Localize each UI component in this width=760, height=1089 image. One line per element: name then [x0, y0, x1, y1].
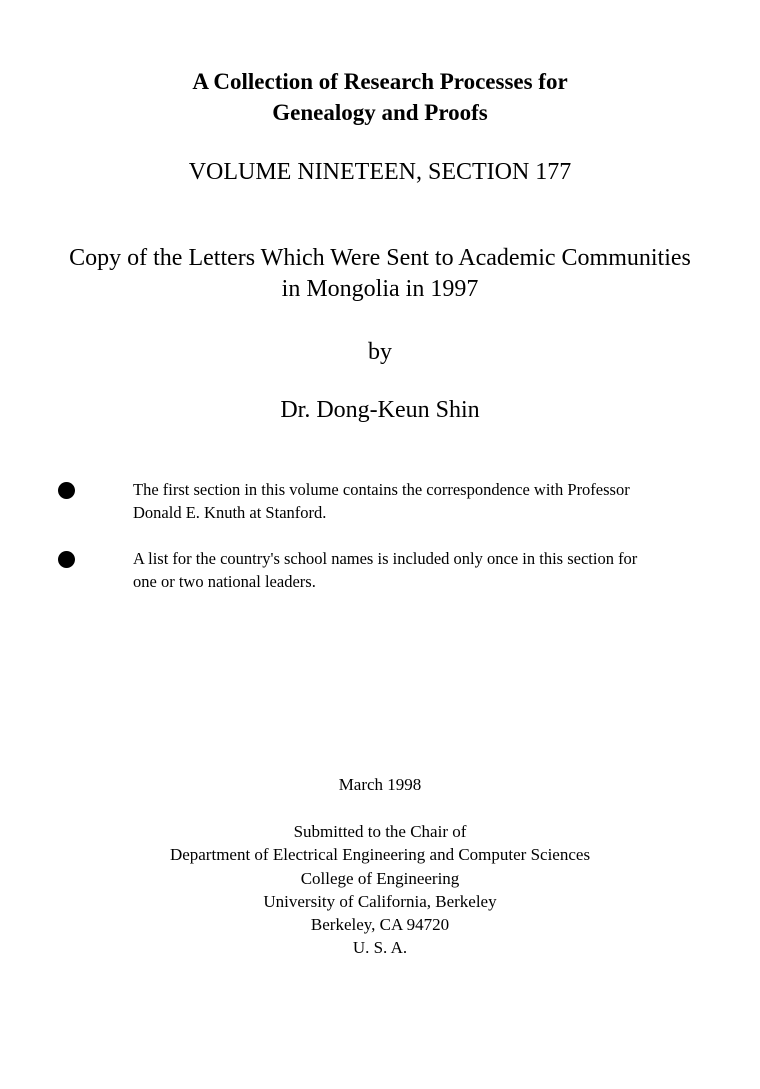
bullet-2-line-2: one or two national leaders.: [133, 572, 316, 591]
submission-line-2: Department of Electrical Engineering and Computer Sciences: [169, 845, 591, 865]
bullet-text-2: [133, 547, 713, 593]
by-label: by: [368, 339, 392, 365]
submission-line-5: Berkeley, CA 94720: [310, 915, 450, 935]
submission-line-3: College of Engineering: [300, 868, 460, 888]
author-name: Dr. Dong-Keun Shin: [280, 397, 480, 423]
bullet-2-line-1: A list for the country's school names is included only once in this section for: [133, 549, 638, 568]
submission-line-1: Submitted to the Chair of: [293, 822, 467, 841]
submission-line-4: University of California, Berkeley: [263, 891, 497, 911]
bullet-dot-icon: [58, 482, 75, 499]
bullet-1-line-2: Donald E. Knuth at Stanford.: [133, 503, 327, 522]
bullet-text-1: [133, 478, 713, 524]
bullet-dot-icon: [58, 551, 75, 568]
volume-heading: VOLUME NINETEEN, SECTION 177: [188, 159, 572, 185]
document-title: [0, 66, 760, 128]
submission-line-6: U. S. A.: [352, 938, 408, 958]
subject-heading: [0, 243, 760, 305]
title-line-2: Genealogy and Proofs: [272, 100, 488, 125]
subject-line-1: Copy of the Letters Which Were Sent to Academic Communities: [69, 245, 691, 271]
submission-date: March 1998: [338, 775, 422, 794]
title-line-1: A Collection of Research Processes for: [192, 69, 568, 94]
subject-line-2: in Mongolia in 1997: [281, 276, 479, 302]
bullet-1-line-1: The first section in this volume contains the correspondence with Professor: [133, 480, 630, 499]
submission-block: [0, 820, 760, 960]
